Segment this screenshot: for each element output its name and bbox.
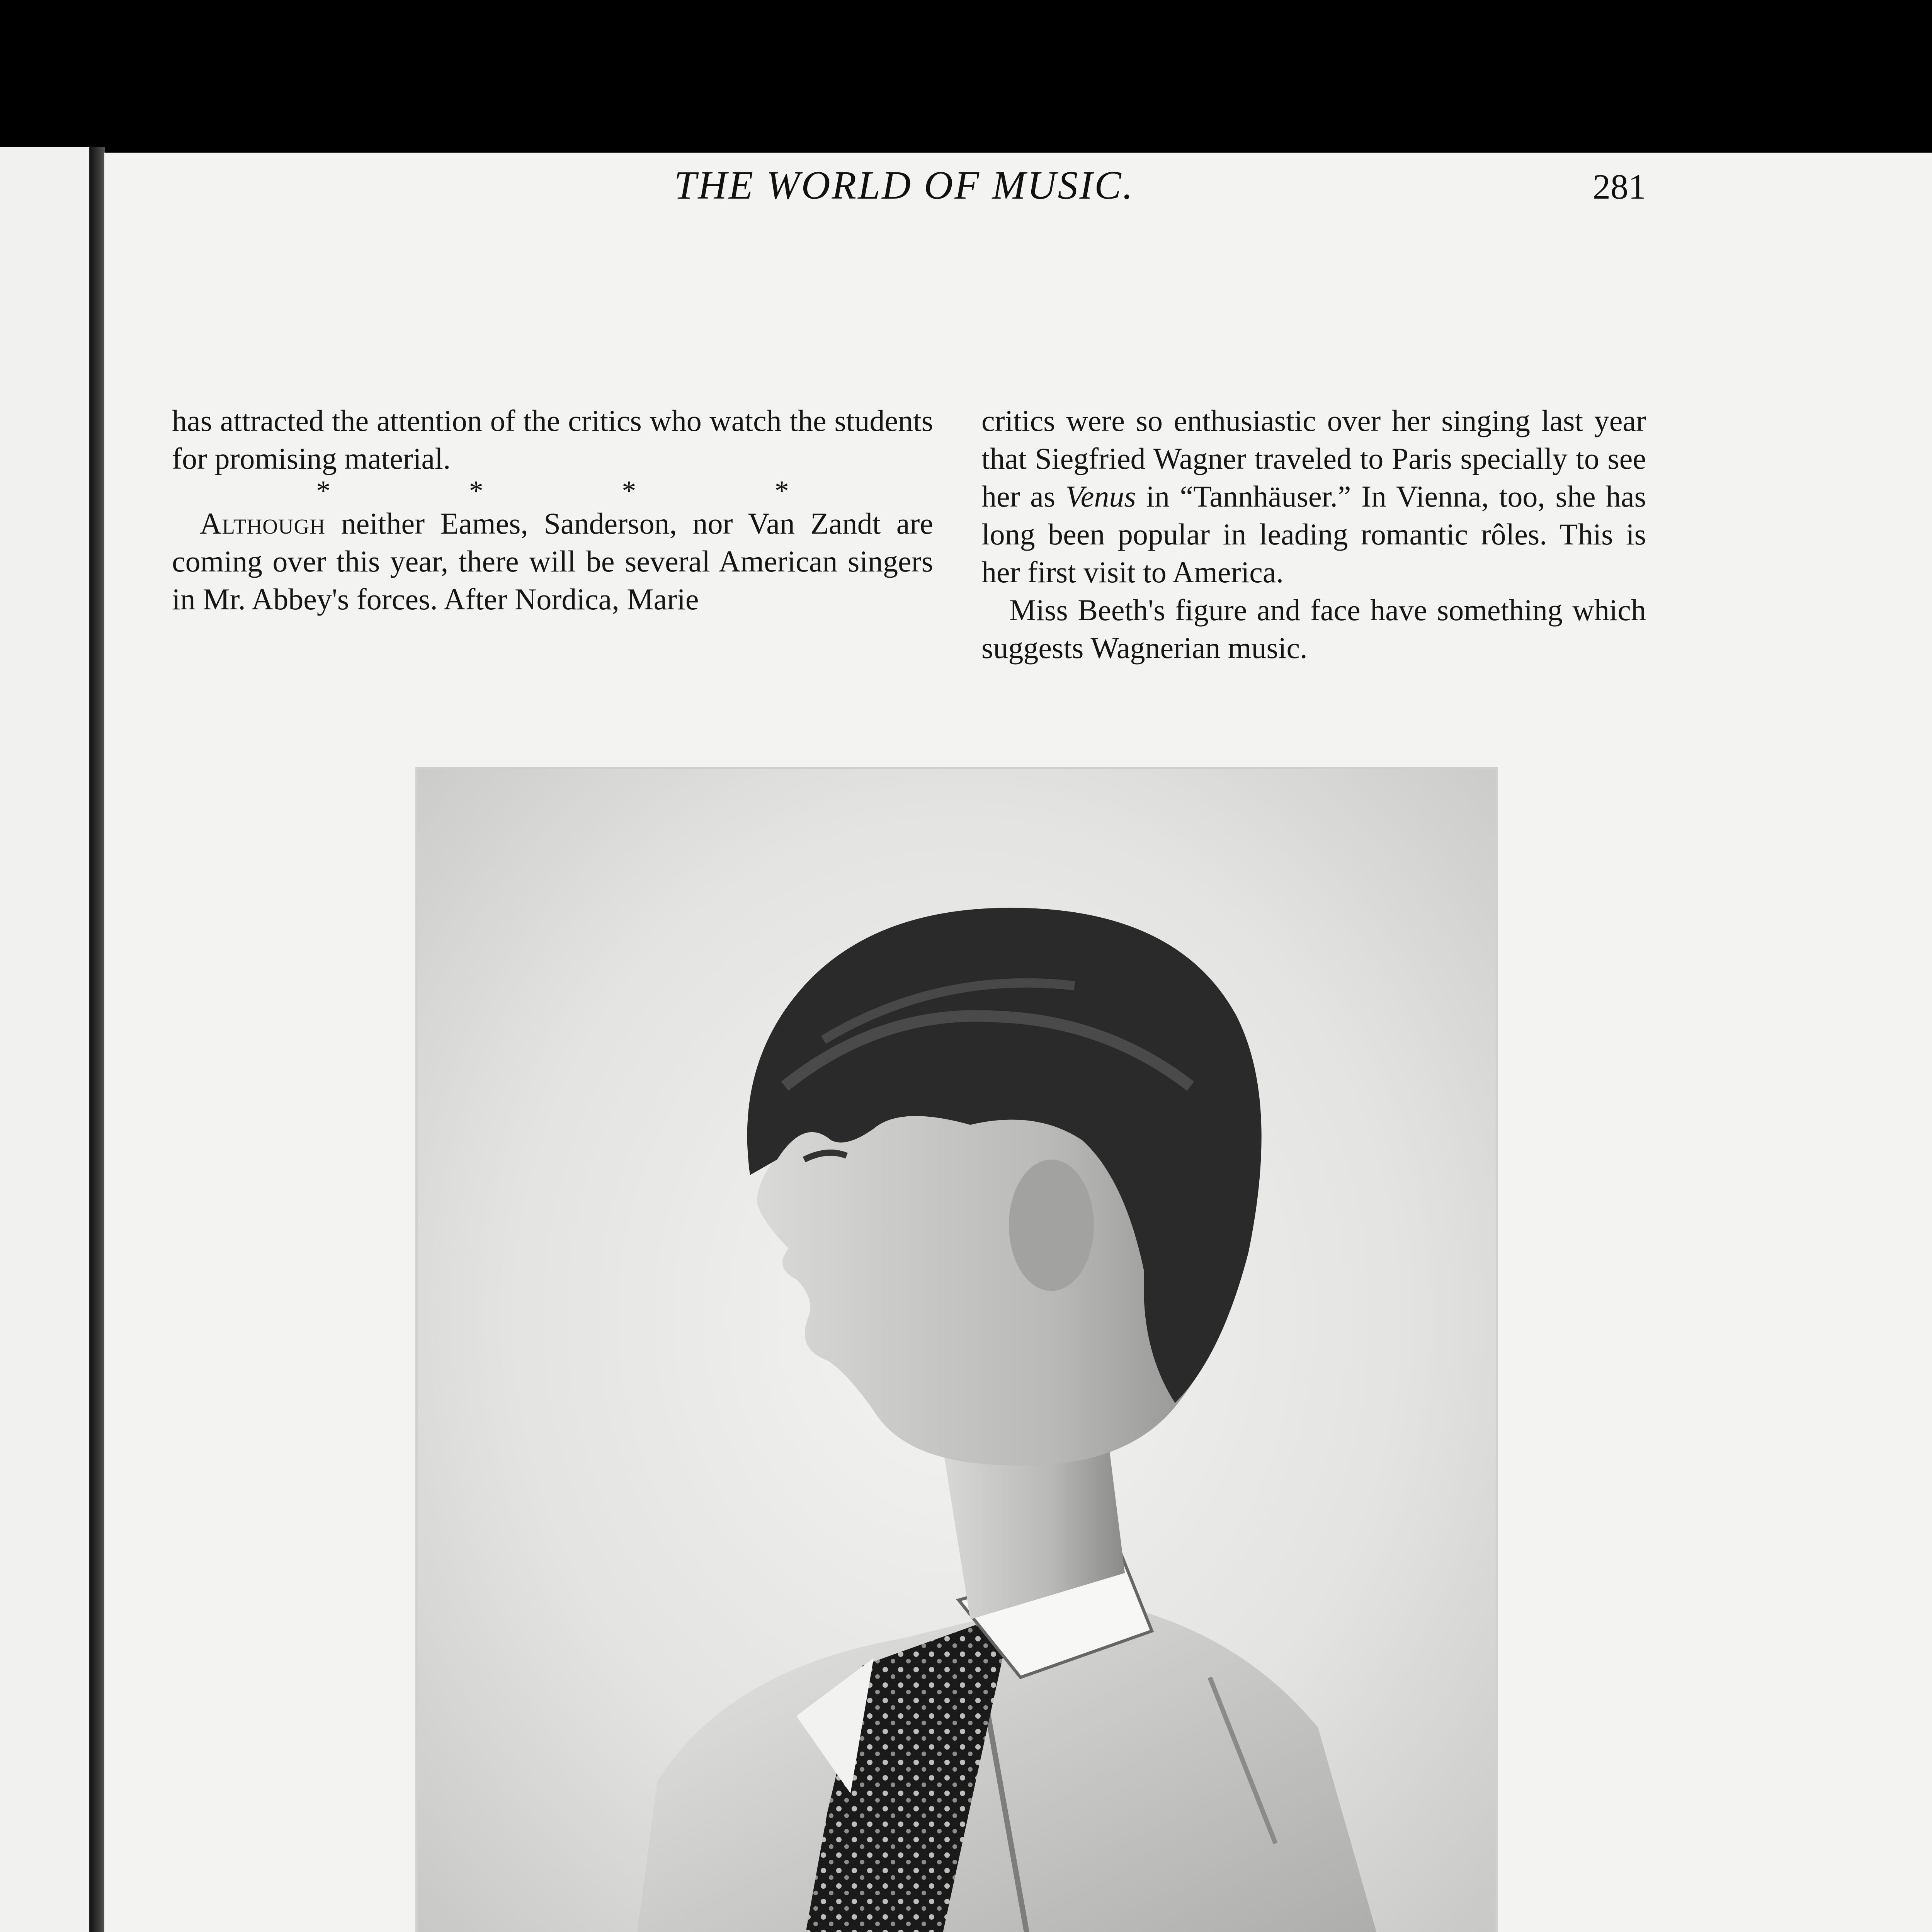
paragraph-text: neither Eames, Sanderson, nor Van Zandt are coming over this year, there will be several American singers in Mr. Abbey's forces. After Nordica, Marie <box>172 507 933 616</box>
paragraph <box>981 402 1646 591</box>
paragraph-text: in “Tannhäuser.” In Vienna, too, she has long been popular in leading romantic rôles. This is her first visit to America. <box>981 480 1646 589</box>
previous-page-edge <box>0 147 97 1932</box>
running-title: THE WORLD OF MUSIC. <box>674 163 1134 207</box>
portrait-illustration <box>418 769 1496 1932</box>
column-top-left <box>172 402 933 618</box>
section-break-stars: * * * * <box>316 475 855 507</box>
portrait-photograph <box>415 767 1498 1932</box>
paragraph: Miss Beeth's figure and face have something which suggests Wagnerian music. <box>981 593 1646 665</box>
paragraph <box>172 505 933 618</box>
paragraph-text: critics were so enthusiastic over her singing last year that Siegfried Wagner traveled to Paris specially to see her as <box>981 404 1646 513</box>
page-number: 281 <box>1593 167 1646 206</box>
binding-shadow <box>90 147 105 1932</box>
paragraph: has attracted the attention of the critics who watch the students for promising material. <box>172 404 933 475</box>
lead-words: Although <box>200 507 326 540</box>
italic-role-name: Venus <box>1065 480 1136 513</box>
column-top-right <box>981 402 1646 667</box>
